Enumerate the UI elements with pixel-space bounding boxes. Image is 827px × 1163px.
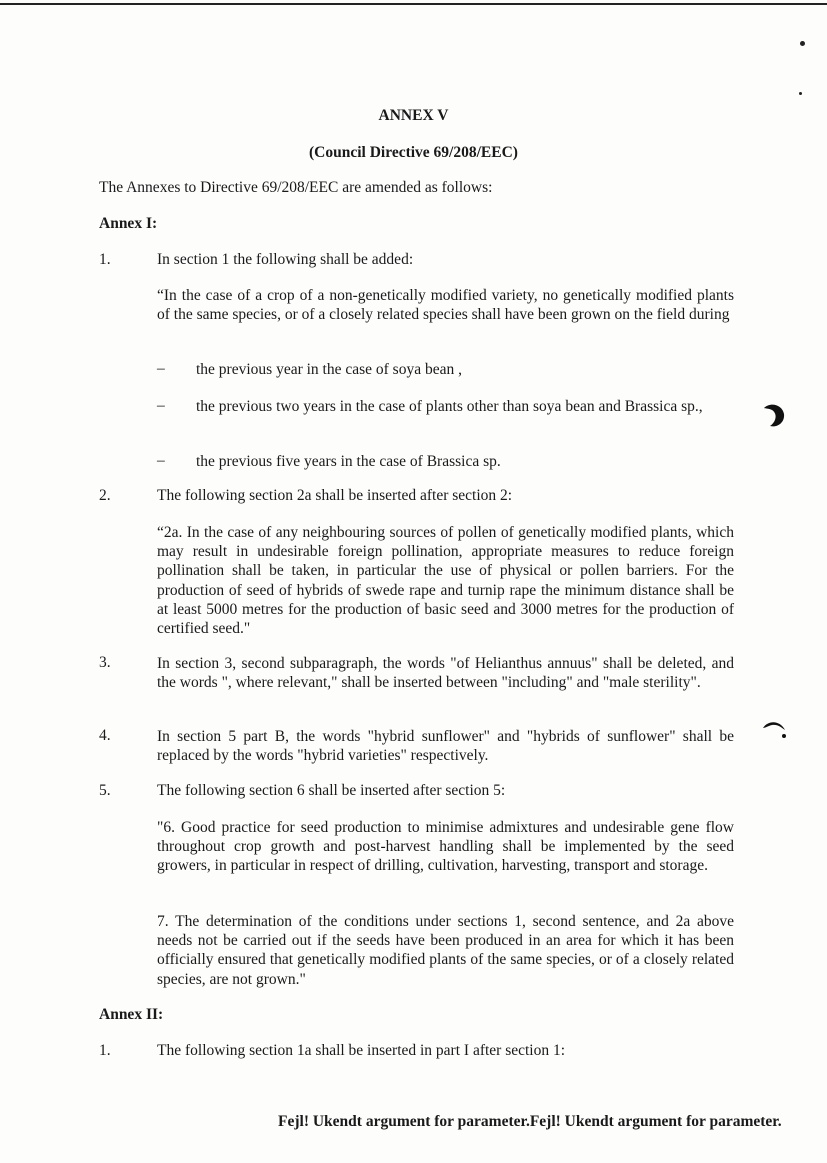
item-text: In section 1 the following shall be added: [157, 251, 414, 268]
hole-punch-mark [758, 400, 788, 430]
item-text: The following section 6 shall be inserted after section 5: [157, 782, 506, 799]
item-number: 1. [99, 1042, 111, 1059]
item-number: 4. [99, 727, 111, 744]
bullet-dash: – [157, 452, 165, 469]
footer-error-text: Fejl! Ukendt argument for parameter.Fejl! Ukendt argument for parameter. [278, 1113, 782, 1130]
intro-text: The Annexes to Directive 69/208/EEC are amended as follows: [99, 179, 493, 196]
hole-punch-mark [760, 718, 788, 742]
scan-speck [799, 92, 802, 95]
item-number: 1. [99, 251, 111, 268]
annex-ii-heading: Annex II: [99, 1006, 164, 1023]
item-text: In section 3, second subparagraph, the words "of Helianthus annuus" shall be deleted, and the words ", where relevant," shall be inserted between "including" and "male sterility". [157, 655, 734, 692]
bullet-dash: – [157, 360, 165, 377]
bullet-dash: – [157, 397, 165, 414]
item-number: 5. [99, 782, 111, 799]
quoted-paragraph: "6. Good practice for seed production to minimise admixtures and undesirable gene flow throughout crop growth and post-harvest handling shall be implemented by the seed growers, in particular in respect of drilling, cultivation, harvesting, transport and storage. [157, 819, 734, 875]
item-text: The following section 2a shall be inserted after section 2: [157, 487, 513, 504]
quoted-paragraph: 7. The determination of the conditions under sections 1, second sentence, and 2a above needs not be carried out if the seeds have been produced in an area for which it has been officially ensured that genetically modified plants of the same species, or of a closely related species, are not grown." [157, 913, 734, 988]
item-text: In section 5 part B, the words "hybrid sunflower" and "hybrids of sunflower" shall be replaced by the words "hybrid varieties" respectively. [157, 728, 734, 765]
bullet-text: the previous year in the case of soya bean , [196, 361, 462, 378]
bullet-text: the previous five years in the case of Brassica sp. [196, 453, 501, 470]
item-number: 3. [99, 654, 111, 671]
scan-speck [800, 41, 805, 46]
item-number: 2. [99, 487, 111, 504]
directive-subtitle: (Council Directive 69/208/EEC) [309, 144, 518, 161]
annex-title: ANNEX V [378, 107, 449, 124]
quoted-paragraph: “In the case of a crop of a non-genetically modified variety, no genetically modified plants of the same species, or of a closely related species shall have been grown on the field during [157, 287, 734, 324]
bullet-text: the previous two years in the case of plants other than soya bean and Brassica sp., [196, 398, 703, 415]
annex-i-heading: Annex I: [99, 215, 158, 232]
item-text: The following section 1a shall be inserted in part I after section 1: [157, 1042, 566, 1059]
quoted-paragraph: “2a. In the case of any neighbouring sources of pollen of genetically modified plants, which may result in undesirable foreign pollination, appropriate measures to reduce foreign pollination shall be taken, in particular the use of physical or pollen barriers. For the production of seed of hybrids of swede rape and turnip rape the minimum distance shall be at least 5000 metres for the production of basic seed and 3000 metres for the production of certified seed." [157, 524, 734, 638]
